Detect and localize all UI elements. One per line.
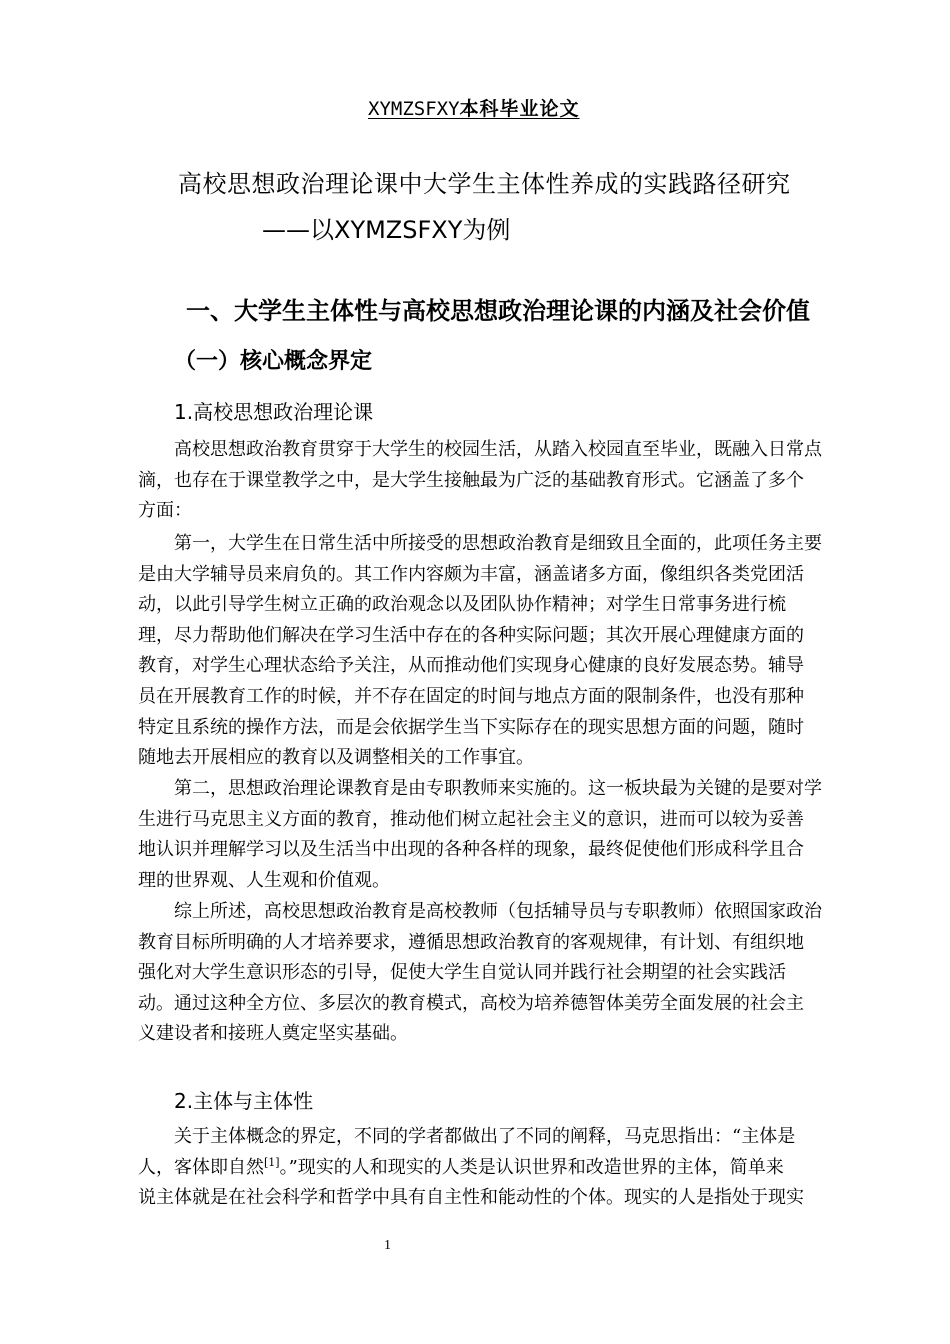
paragraph-line: 理，尽力帮助他们解决在学习生活中存在的各种实际问题；其次开展心理健康方面的: [138, 624, 804, 646]
paragraph-line: 第二，思想政治理论课教育是由专职教师来实施的。这一板块最为关键的是要对学: [174, 778, 822, 799]
paragraph-line: 生进行马克思主义方面的教育，推动他们树立起社会主义的意识，进而可以较为妥善: [138, 808, 804, 830]
page-number: 1: [384, 1238, 391, 1253]
item-heading-1: 1.高校思想政治理论课: [174, 400, 374, 424]
paragraph-line: 第一，大学生在日常生活中所接受的思想政治教育是细致且全面的，此项任务主要: [174, 533, 822, 554]
paragraph-line: 动，以此引导学生树立正确的政治观念以及团队协作精神；对学生日常事务进行梳: [138, 594, 786, 616]
running-header: [368, 94, 580, 121]
thesis-subtitle: ——以XYMZSFXY为例: [262, 216, 511, 244]
paragraph-line: 强化对大学生意识形态的引导，促使大学生自觉认同并践行社会期望的社会实践活: [138, 962, 786, 984]
paragraph-line: 随地去开展相应的教育以及调整相关的工作事宜。: [138, 747, 534, 769]
paragraph-line: 员在开展教育工作的时候，并不存在固定的时间与地点方面的限制条件，也没有那种: [138, 685, 804, 707]
citation-ref[interactable]: [1]: [264, 1155, 280, 1169]
paragraph-1: [138, 435, 858, 527]
item-heading-2: 2.主体与主体性: [174, 1089, 314, 1113]
paragraph-line: 义建设者和接班人奠定坚实基础。: [138, 1023, 408, 1045]
paragraph-line: 高校思想政治教育贯穿于大学生的校园生活，从踏入校园直至毕业，既融入日常点: [174, 439, 822, 460]
paragraph-line: 方面：: [138, 500, 192, 522]
paragraph-2: [138, 529, 858, 774]
paragraph-line: 说主体就是在社会科学和哲学中具有自主性和能动性的个体。现实的人是指处于现实: [138, 1187, 804, 1209]
paragraph-line: 是由大学辅导员来肩负的。其工作内容颇为丰富，涵盖诸多方面，像组织各类党团活: [138, 563, 804, 585]
paragraph-line-with-citation: [138, 1153, 858, 1184]
paragraph-line: 地认识并理解学习以及生活当中出现的各种各样的现象，最终促使他们形成科学且合: [138, 839, 804, 861]
text-after-citation: 。”现实的人和现实的人类是认识世界和改造世界的主体，简单来: [279, 1156, 784, 1178]
section-heading-1: 一、大学生主体性与高校思想政治理论课的内涵及社会价值: [186, 297, 810, 325]
header-suffix: 本科毕业论文: [459, 98, 580, 120]
text-before-citation: 人，客体即自然: [138, 1156, 264, 1178]
header-school-name: XYMZSFXY: [368, 98, 460, 120]
paragraph-line: 动。通过这种全方位、多层次的教育模式，高校为培养德智体美劳全面发展的社会主: [138, 992, 804, 1014]
paragraph-line: 教育，对学生心理状态给予关注，从而推动他们实现身心健康的良好发展态势。辅导: [138, 655, 804, 677]
paragraph-line: 教育目标所明确的人才培养要求，遵循思想政治教育的客观规律，有计划、有组织地: [138, 931, 804, 953]
paragraph-line: 综上所述，高校思想政治教育是高校教师（包括辅导员与专职教师）依照国家政治: [174, 901, 822, 922]
paragraph-line: 滴，也存在于课堂教学之中，是大学生接触最为广泛的基础教育形式。它涵盖了多个: [138, 469, 804, 491]
paragraph-line: 特定且系统的操作方法，而是会依据学生当下实际存在的现实思想方面的问题，随时: [138, 716, 804, 738]
paragraph-line: 理的世界观、人生观和价值观。: [138, 869, 390, 891]
subsection-heading-1: （一）核心概念界定: [174, 349, 373, 374]
paragraph-5: [138, 1122, 858, 1214]
paragraph-line: 关于主体概念的界定，不同的学者都做出了不同的阐释，马克思指出：“主体是: [174, 1126, 796, 1147]
paragraph-3: [138, 774, 858, 896]
paragraph-4: [138, 897, 858, 1050]
thesis-title: 高校思想政治理论课中大学生主体性养成的实践路径研究: [178, 170, 791, 198]
